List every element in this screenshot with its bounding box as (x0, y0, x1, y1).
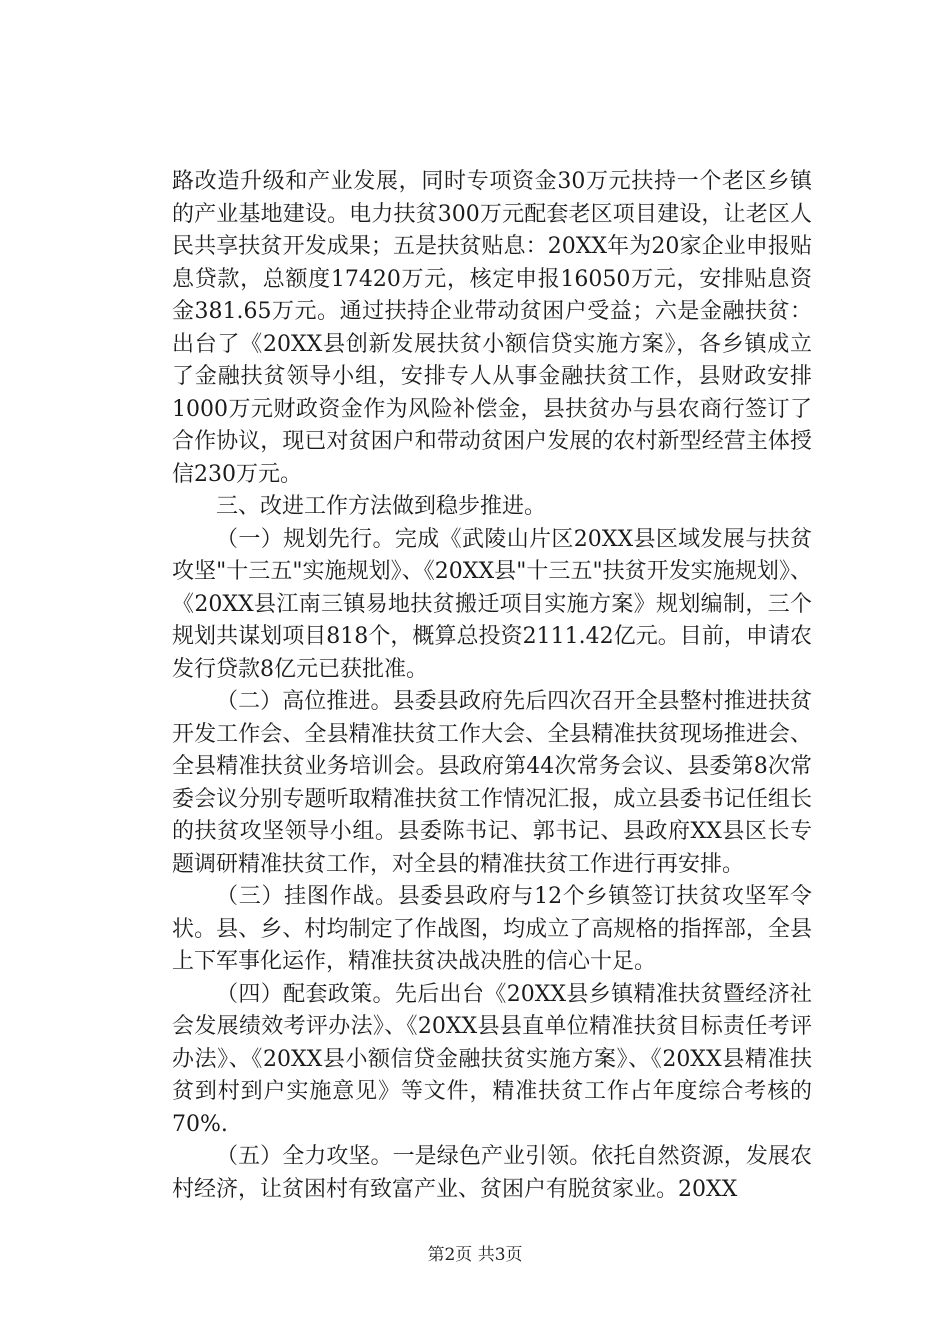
paragraph-planning: （一）规划先行。完成《武陵山片区20XX县区域发展与扶贫攻坚"十三五"实施规划》、《20XX县"十三五"扶贫开发实施规划》、《20XX县江南三镇易地扶贫搬迁项目实施方案》规划编制，三个规划共谋划项目818个，概算总投资2111.42亿元。目前，申请农发行贷款8亿元已获批准。 (172, 526, 812, 682)
page-footer (0, 1240, 950, 1265)
page-number-label: 第2页 共3页 (427, 1245, 523, 1265)
paragraph-high-level-push: （二）高位推进。县委县政府先后四次召开全县整村推进扶贫开发工作会、全县精准扶贫工作大会、全县精准扶贫现场推进会、全县精准扶贫业务培训会。县政府第44次常务会议、县委第8次常委会议分别专题听取精准扶贫工作情况汇报，成立县委书记任组长的扶贫攻坚领导小组。县委陈书记、郭书记、县政府XX县区长专题调研精准扶贫工作，对全县的精准扶贫工作进行再安排。 (172, 689, 812, 877)
paragraph-policies: （四）配套政策。先后出台《20XX县乡镇精准扶贫暨经济社会发展绩效考评办法》、《20XX县县直单位精准扶贫目标责任考评办法》、《20XX县小额信贷金融扶贫实施方案》、《20XX县精准扶贫到村到户实施意见》等文件，精准扶贫工作占年度综合考核的70%. (172, 981, 812, 1137)
document-body (172, 166, 812, 1206)
paragraph-map-battle: （三）挂图作战。县委县政府与12个乡镇签订扶贫攻坚军令状。县、乡、村均制定了作战图，均成立了高规格的指挥部，全县上下军事化运作，精准扶贫决战决胜的信心十足。 (172, 884, 812, 974)
paragraph-continuation: 路改造升级和产业发展，同时专项资金30万元扶持一个老区乡镇的产业基地建设。电力扶贫300万元配套老区项目建设，让老区人民共享扶贫开发成果；五是扶贫贴息：20XX年为20家企业申报贴息贷款，总额度17420万元，核定申报16050万元，安排贴息资金381.65万元。通过扶持企业带动贫困户受益；六是金融扶贫：出台了《20XX县创新发展扶贫小额信贷实施方案》，各乡镇成立了金融扶贫领导小组，安排专人从事金融扶贫工作，县财政安排1000万元财政资金作为风险补偿金，县扶贫办与县农商行签订了合作协议，现已对贫困户和带动贫困户发展的农村新型经营主体授信230万元。 (172, 169, 812, 487)
section-heading-three: 三、改进工作方法做到稳步推进。 (216, 494, 547, 519)
paragraph-full-effort: （五）全力攻坚。一是绿色产业引领。依托自然资源，发展农村经济，让贫困村有致富产业、贫困户有脱贫家业。20XX (172, 1144, 812, 1202)
